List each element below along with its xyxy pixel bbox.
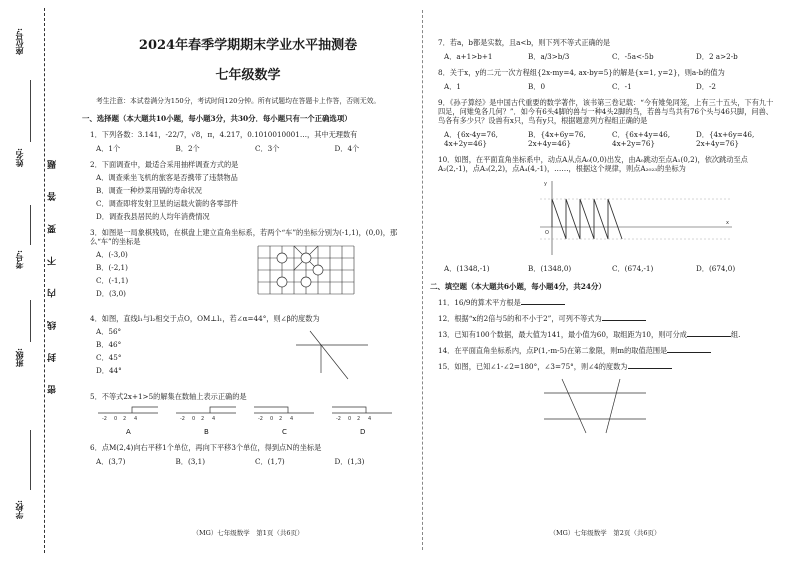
q7-option-b: B．a/3>b/3 xyxy=(528,52,570,61)
question-4: 4．如图，直线l₁与l₂相交于点O，OM⊥l₁，若∠α=44°，则∠β的度数为 xyxy=(90,314,320,324)
exam-notice: 考生注意：本试卷满分为150分，考试时间120分钟。所有试题均在答题卡上作答，否则无效。 xyxy=(96,96,381,105)
q1-option-b: B．2个 xyxy=(175,144,200,154)
svg-text:4: 4 xyxy=(134,416,138,423)
name-blank xyxy=(30,80,31,142)
q2-option-a: A．调查乘坐飞机的旅客是否携带了违禁物品 xyxy=(96,173,238,183)
chess-piece-3 xyxy=(313,265,323,275)
chess-piece-1 xyxy=(277,253,287,263)
class-label: 班级: xyxy=(14,348,24,367)
q5-label-b: B xyxy=(204,428,209,437)
q9-options xyxy=(430,130,780,148)
q2-option-b: B．调查一种炒菜用锅的寿命状况 xyxy=(96,186,202,196)
q10-option-d: D．(674,0) xyxy=(696,264,736,273)
svg-text:-2: -2 xyxy=(258,416,263,423)
svg-text:2: 2 xyxy=(123,416,127,423)
svg-text:2: 2 xyxy=(201,416,205,423)
svg-text:2: 2 xyxy=(279,416,283,423)
q13-blank[interactable] xyxy=(687,330,731,337)
page-divider xyxy=(422,10,423,550)
question-1: 1．下列各数：3.141，-22/7，√8，π，4.217，0.1010010001…，其中无理数有 xyxy=(90,130,358,140)
question-11: 11．16/9的算术平方根是 xyxy=(430,298,780,307)
svg-text:0: 0 xyxy=(270,416,274,423)
svg-text:0: 0 xyxy=(348,416,352,423)
svg-text:O: O xyxy=(545,230,549,236)
q7-options xyxy=(430,52,780,61)
q10-option-b: B．(1348,0) xyxy=(528,264,572,273)
q7-option-d: D．2 a>2-b xyxy=(696,52,738,61)
question-3: 3．如图是一局象棋残局，在棋盘上建立直角坐标系，若两个“车”的坐标分别为(-1,1)，(0,0)，那么“车”的坐标是 xyxy=(90,228,398,247)
q4-option-b: B．46° xyxy=(96,340,122,350)
q8-option-b: B．0 xyxy=(528,82,546,91)
class-blank xyxy=(30,300,31,342)
q3-options xyxy=(82,250,414,298)
parallel-lines-figure xyxy=(540,375,650,435)
q4-option-c: C．45° xyxy=(96,353,122,363)
section-1-heading: 一、选择题（本大题共10小题，每小题3分，共30分．每小题只有一个正确选项） xyxy=(82,113,352,123)
q6-option-d: D．(1,3) xyxy=(334,457,365,467)
exam-no-label: 考号: xyxy=(14,250,24,269)
svg-text:-2: -2 xyxy=(336,416,341,423)
q5-label-c: C xyxy=(282,428,287,437)
binding-margin xyxy=(0,0,60,561)
q9-option-b: B．{4x+6y=76, 2x+4y=46} xyxy=(528,130,586,148)
name-label: 姓名: xyxy=(14,148,24,167)
question-7: 7．若a，b都是实数，且a<b，则下列不等式正确的是 xyxy=(438,38,611,47)
chess-piece-5 xyxy=(301,277,311,287)
question-15: 15．如图，已知∠1-∠2=180°，∠3=75°，则∠4的度数为 xyxy=(430,362,780,371)
q8-option-c: C．-1 xyxy=(612,82,632,91)
svg-text:2: 2 xyxy=(357,416,361,423)
q3-option-a: A．(-3,0) xyxy=(96,250,128,260)
left-page-footer: （MG）七年级数学 第1页（共6页） xyxy=(192,528,304,537)
q4-option-d: D．44° xyxy=(96,366,122,376)
q7-option-a: A．a+1>b+1 xyxy=(444,52,493,61)
q2-option-d: D．调查我县居民的人均年消费情况 xyxy=(96,212,210,222)
q10-option-c: C．(674,-1) xyxy=(612,264,654,273)
intersecting-lines-figure xyxy=(292,327,372,383)
q5-label-a: A xyxy=(126,428,131,437)
svg-text:4: 4 xyxy=(368,416,372,423)
q3-option-b: B．(-2,1) xyxy=(96,263,128,273)
q6-option-a: A．(3,7) xyxy=(96,457,126,467)
q3-option-c: C．(-1,1) xyxy=(96,276,129,286)
q7-option-c: C．-5a<-5b xyxy=(612,52,654,61)
exam-title: 2024年春季学期期末学业水平抽测卷 xyxy=(138,38,358,53)
q14-blank[interactable] xyxy=(667,346,711,353)
school-blank xyxy=(30,430,31,490)
svg-text:4: 4 xyxy=(212,416,216,423)
chess-piece-4 xyxy=(277,277,287,287)
q9-option-d: D．{4x+6y=46, 2x+4y=76} xyxy=(696,130,755,148)
zigzag-coordinate-figure xyxy=(536,177,736,257)
q4-option-a: A．56° xyxy=(96,327,122,337)
svg-text:y: y xyxy=(544,181,547,187)
school-label: 学校: xyxy=(14,500,24,519)
svg-text:0: 0 xyxy=(192,416,196,423)
q1-option-d: D．4个 xyxy=(334,144,360,154)
chess-piece-2 xyxy=(301,253,311,263)
question-12: 12．根据“x的2倍与5的和不小于2”，可列不等式为 xyxy=(430,314,780,323)
number-line-options xyxy=(96,403,396,437)
q9-option-c: C．{6x+4y=46, 4x+2y=76} xyxy=(612,130,670,148)
question-2: 2．下面调查中，最适合采用抽样调查方式的是 xyxy=(90,160,239,170)
q10-options xyxy=(430,264,780,273)
right-page xyxy=(430,10,780,551)
seal-dashed-line xyxy=(44,8,45,553)
q6-options xyxy=(82,457,414,466)
chessboard-figure xyxy=(250,242,362,302)
q3-option-d: D．(3,0) xyxy=(96,289,126,299)
q3-block xyxy=(82,250,414,310)
section-2-heading: 二、填空题（本大题共6小题，每小题4分，共24分） xyxy=(430,282,606,291)
q12-blank[interactable] xyxy=(602,314,646,321)
seal-text: 密 封 线 内 不 要 答 题 xyxy=(48,150,58,394)
q10-option-a: A．(1348,-1) xyxy=(444,264,490,273)
q8-option-a: A．1 xyxy=(444,82,461,91)
svg-text:4: 4 xyxy=(290,416,294,423)
q9-option-a: A．{6x-4y=76, 4x+2y=46} xyxy=(444,130,498,148)
question-13: 13．已知有100个数据，最大值为141，最小值为60，取组距为10，则可分成 组. xyxy=(438,330,741,340)
left-page xyxy=(82,10,414,551)
q1-option-c: C．3个 xyxy=(255,144,280,154)
q1-option-a: A．1个 xyxy=(96,144,121,154)
q6-option-b: B．(3,1) xyxy=(175,457,206,467)
right-page-footer: （MG）七年级数学 第2页（共6页） xyxy=(549,528,661,537)
question-14: 14．在平面直角坐标系内，点P(1,-m-5)在第二象限，则m的取值范围是 xyxy=(430,346,780,355)
q4-block xyxy=(82,327,414,385)
q1-options xyxy=(82,144,414,153)
seat-label: 座位号: xyxy=(14,28,24,55)
question-8: 8．关于x，y的二元一次方程组{2x-my=4, ax-by=5}的解是{x=1, y=2}，则a-b的值为 xyxy=(438,68,725,77)
q6-option-c: C．(1,7) xyxy=(255,457,285,467)
q8-option-d: D．-2 xyxy=(696,82,716,91)
question-10: 10．如图，在平面直角坐标系中，动点A从点A₀(0,0)出发，由A₀跳动至点A₁(0,2)，依次跳动至点A₂(2,-1)，点A₃(2,2)，点A₄(4,-1)，……，根据这个规律，则点A₂₀₂₃的坐标为 xyxy=(438,155,748,173)
question-5: 5．不等式2x+1>5的解集在数轴上表示正确的是 xyxy=(90,392,247,402)
q8-options xyxy=(430,82,780,91)
q11-blank[interactable] xyxy=(521,298,565,305)
q15-blank[interactable] xyxy=(628,362,672,369)
q2-options xyxy=(82,173,414,221)
svg-text:-2: -2 xyxy=(102,416,107,423)
exam-subject: 七年级数学 xyxy=(215,68,281,84)
svg-text:0: 0 xyxy=(114,416,118,423)
svg-text:x: x xyxy=(726,220,729,226)
svg-text:-2: -2 xyxy=(180,416,185,423)
q5-label-d: D xyxy=(360,428,366,437)
question-6: 6．点M(2,4)向右平移1个单位，再向下平移3个单位，得到点N的坐标是 xyxy=(90,443,322,453)
exam-no-blank xyxy=(30,205,31,245)
question-9: 9．《孙子算经》是中国古代重要的数学著作，该书第三卷记载：“今有雉兔同笼，上有三十五头，下有九十四足，问雉兔各几何？”．如今有6头4脚的兽与一种4头2脚的鸟，若兽与鸟共有76个头与46只脚，问兽、鸟各有多少只？设兽有x只，鸟有y只，根据题意列方程组正确的是 xyxy=(438,98,774,125)
q2-option-c: C．调查即将发射卫星的运载火箭的各零部件 xyxy=(96,199,239,209)
